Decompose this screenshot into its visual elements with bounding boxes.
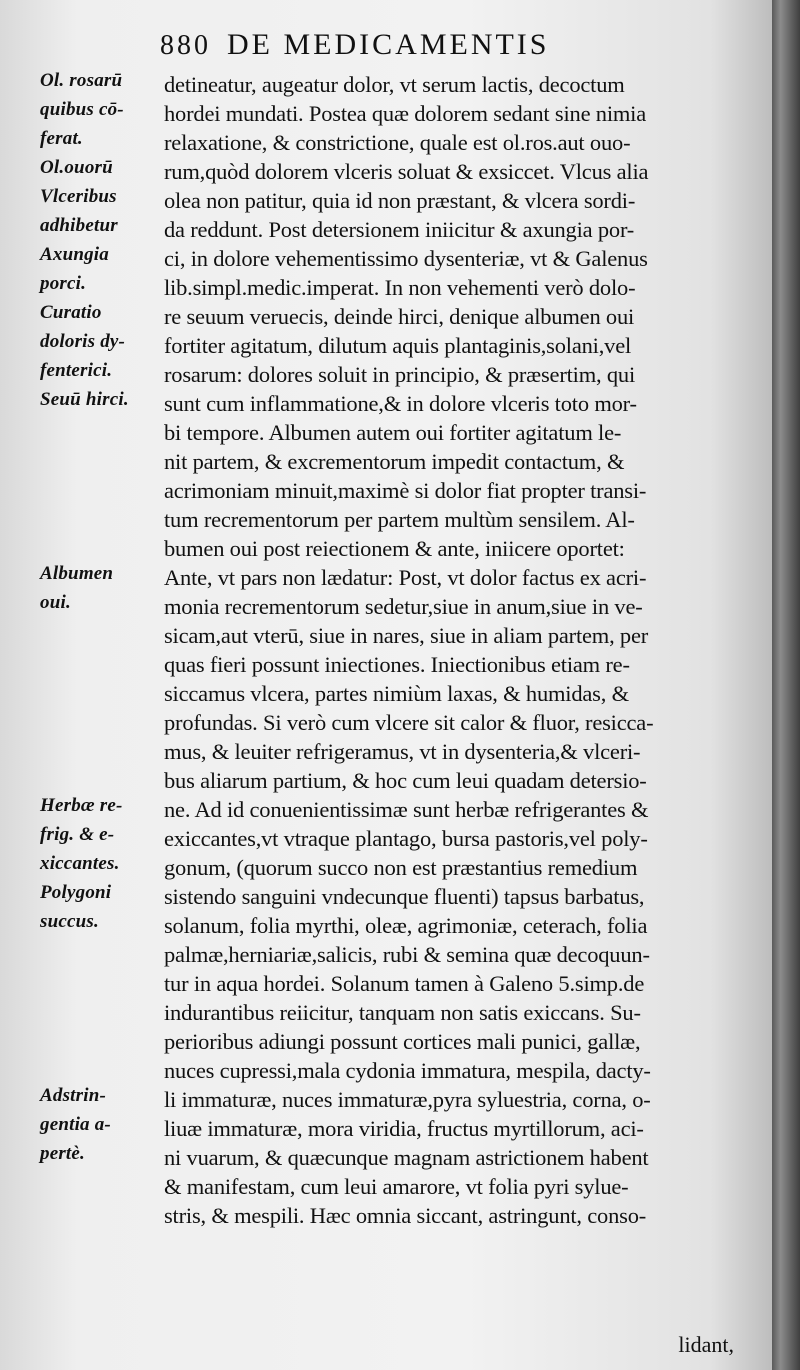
margin-note: Axungia	[40, 244, 109, 265]
running-title: DE MEDICAMENTIS	[227, 28, 550, 61]
text-line: tum recrementorum per partem multùm sensilem. Al-	[164, 507, 635, 532]
margin-note: porci.	[40, 273, 87, 294]
margin-note: Polygoni	[40, 882, 112, 903]
text-line: indurantibus reiicitur, tanquam non satis exiccans. Su-	[164, 1000, 641, 1025]
margin-note: Ol.ouorū	[40, 157, 113, 178]
margin-note: Adstrin-	[40, 1085, 107, 1106]
margin-note: quibus cō-	[40, 99, 124, 120]
margin-note: Curatio	[40, 302, 102, 323]
page-number: 880	[160, 30, 211, 61]
text-line: tur in aqua hordei. Solanum tamen à Galeno 5.simp.de	[164, 971, 645, 996]
text-line: bus aliarum partium, & hoc cum leui quadam detersio-	[164, 768, 647, 793]
text-line: lib.simpl.medic.imperat. In non vehementi verò dolo-	[164, 275, 636, 300]
margin-note: xiccantes.	[40, 853, 120, 874]
text-line: palmæ,herniariæ,salicis, rubi & semina quæ decoquun-	[164, 942, 650, 967]
text-line: gonum, (quorum succo non est præstantius remedium	[164, 855, 638, 880]
text-line: fortiter agitatum, dilutum aquis plantaginis,solani,vel	[164, 333, 632, 358]
margin-note: Ol. rosarū	[40, 70, 123, 91]
text-line: exiccantes,vt vtraque plantago, bursa pastoris,vel poly-	[164, 826, 648, 851]
text-line: perioribus adiungi possunt cortices mali punici, gallæ,	[164, 1029, 641, 1054]
text-line: olea non patitur, quia id non præstant, & vlcera sordi-	[164, 188, 636, 213]
text-line: quas fieri possunt iniectiones. Iniectionibus etiam re-	[164, 652, 630, 677]
text-line: siccamus vlcera, partes nimiùm laxas, & humidas, &	[164, 681, 629, 706]
margin-note: succus.	[40, 911, 99, 932]
text-line: profundas. Si verò cum vlcere sit calor & fluor, resicca-	[164, 710, 654, 735]
text-line: sunt cum inflammatione,& in dolore vlceris toto mor-	[164, 391, 637, 416]
catchword: lidant,	[678, 1332, 734, 1357]
text-line: stris, & mespili. Hæc omnia siccant, astringunt, conso-	[164, 1203, 647, 1228]
text-line: acrimoniam minuit,maximè si dolor fiat propter transi-	[164, 478, 647, 503]
text-line: rum,quòd dolorem vlceris soluat & exsiccet. Vlcus alia	[164, 159, 649, 184]
margin-note: ferat.	[40, 128, 83, 149]
text-line: ne. Ad id conuenientissimæ sunt herbæ refrigerantes &	[164, 797, 649, 822]
text-line: solanum, folia myrthi, oleæ, agrimoniæ, ceterach, folia	[164, 913, 648, 938]
text-line: liuæ immaturæ, mora viridia, fructus myrtillorum, aci-	[164, 1116, 644, 1141]
text-line: da reddunt. Post detersionem iniicitur & axungia por-	[164, 217, 635, 242]
running-header	[160, 28, 760, 72]
margin-note: doloris dy-	[40, 331, 126, 352]
text-line: nuces cupressi,mala cydonia immatura, mespila, dacty-	[164, 1058, 651, 1083]
text-line: nit partem, & excrementorum impedit contactum, &	[164, 449, 625, 474]
text-line: & manifestam, cum leui amarore, vt folia pyri sylue-	[164, 1174, 629, 1199]
text-line: ci, in dolore vehementissimo dysenteriæ, vt & Galenus	[164, 246, 648, 271]
text-line: mus, & leuiter refrigeramus, vt in dysenteria,& vlceri-	[164, 739, 641, 764]
margin-note: Seuū hirci.	[40, 389, 129, 410]
text-line: sicam,aut vterū, siue in nares, siue in aliam partem, per	[164, 623, 649, 648]
text-line: rosarum: dolores soluit in principio, & præsertim, qui	[164, 362, 636, 387]
margin-note: oui.	[40, 592, 71, 613]
text-line: hordei mundati. Postea quæ dolorem sedant sine nimia	[164, 101, 647, 126]
text-line: bi tempore. Albumen autem oui fortiter agitatum le-	[164, 420, 622, 445]
margin-note: adhibetur	[40, 215, 118, 236]
margin-note: Albumen	[40, 563, 114, 584]
text-line: bumen oui post reiectionem & ante, iniicere oportet:	[164, 536, 625, 561]
text-line: re seuum veruecis, deinde hirci, denique albumen oui	[164, 304, 635, 329]
text-line: sistendo sanguini vndecunque fluenti) tapsus barbatus,	[164, 884, 645, 909]
margin-note: Herbæ re-	[40, 795, 123, 816]
text-line: li immaturæ, nuces immaturæ,pyra syluestria, corna, o-	[164, 1087, 651, 1112]
margin-note: fenterici.	[40, 360, 113, 381]
page-edge	[772, 0, 800, 1370]
margin-note: gentia a-	[40, 1114, 111, 1135]
text-line: detineatur, augeatur dolor, vt serum lactis, decoctum	[164, 72, 625, 97]
text-line: relaxatione, & constrictione, quale est ol.ros.aut ouo-	[164, 130, 631, 155]
margin-note: Vlceribus	[40, 186, 117, 207]
text-line: ni vuarum, & quæcunque magnam astrictionem habent	[164, 1145, 649, 1170]
margin-note: pertè.	[40, 1143, 85, 1164]
text-line: monia recrementorum sedetur,siue in anum,siue in ve-	[164, 594, 643, 619]
text-line: Ante, vt pars non lædatur: Post, vt dolor factus ex acri-	[164, 565, 647, 590]
margin-note: frig. & e-	[40, 824, 115, 845]
